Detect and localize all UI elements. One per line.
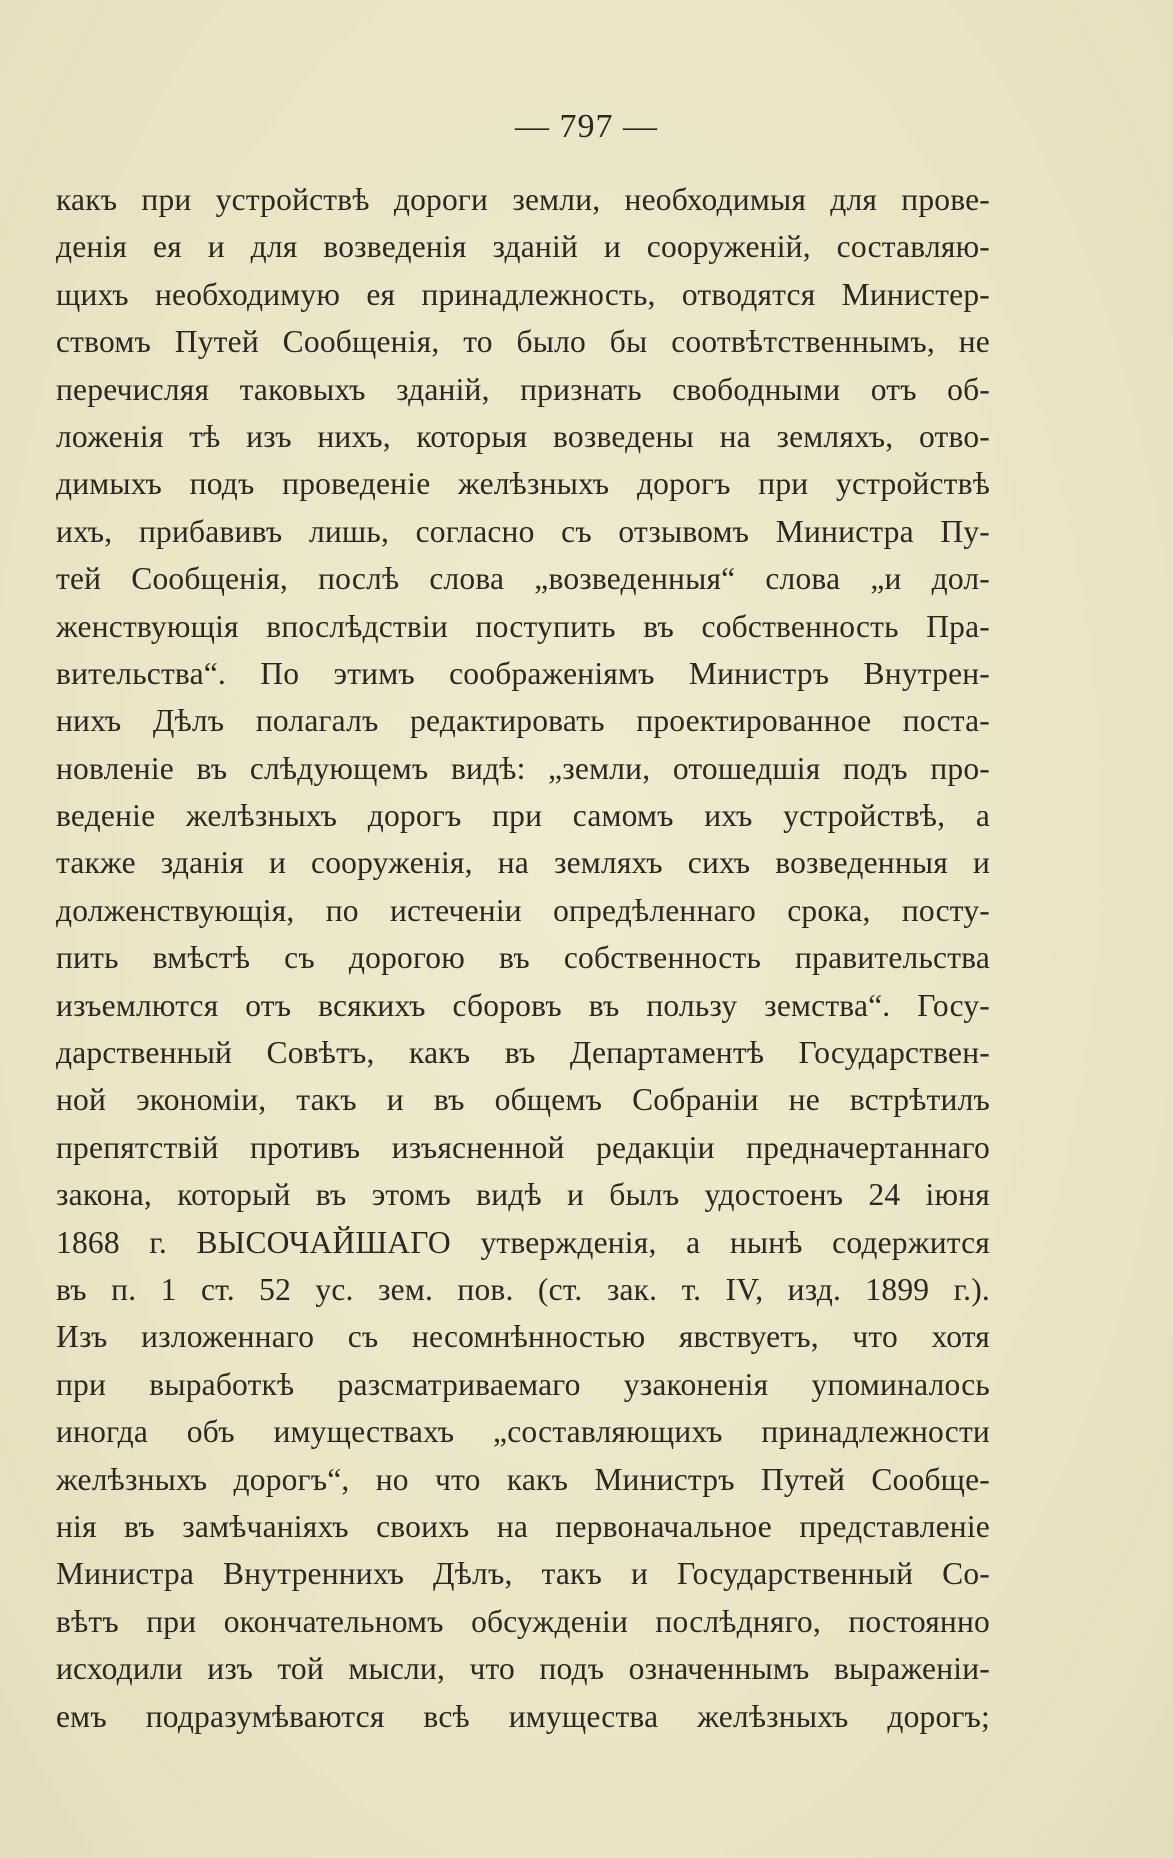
text-line: изъемлются отъ всякихъ сборовъ въ пользу земства“. Госу-	[56, 987, 990, 1023]
text-line: при выработкѣ разсматриваемаго узаконенія упоминалось	[56, 1366, 990, 1402]
text-line: денія ея и для возведенія зданій и сооруженій, составляю-	[56, 229, 990, 265]
text-line: препятствій противъ изъясненной редакціи предначертаннаго	[56, 1129, 990, 1165]
text-line: дарственный Совѣтъ, какъ въ Департаментѣ Государствен-	[56, 1035, 990, 1071]
text-line: димыхъ подъ проведеніе желѣзныхъ дорогъ при устройствѣ	[56, 466, 990, 502]
text-line: новленіе въ слѣдующемъ видѣ: „земли, отошедшія подъ про-	[56, 750, 990, 786]
text-line: ихъ, прибавивъ лишь, согласно съ отзывомъ Министра Пу-	[56, 513, 990, 549]
text-line: Министра Внутреннихъ Дѣлъ, такъ и Государственный Со-	[56, 1556, 990, 1592]
text-line: 1868 г. ВЫСОЧАЙШАГО утвержденія, а нынѣ содержится	[56, 1224, 990, 1260]
text-line: въ п. 1 ст. 52 ус. зем. пов. (ст. зак. т. IV, изд. 1899 г.).	[56, 1271, 990, 1307]
text-line: вѣтъ при окончательномъ обсужденіи послѣдняго, постоянно	[56, 1603, 990, 1639]
text-line: тей Сообщенія, послѣ слова „возведенныя“ слова „и дол-	[56, 561, 990, 597]
text-line: желѣзныхъ дорогъ“, но что какъ Министръ Путей Сообще-	[56, 1461, 990, 1497]
text-line: нихъ Дѣлъ полагалъ редактировать проектированное поста-	[56, 703, 990, 739]
text-line: веденіе желѣзныхъ дорогъ при самомъ ихъ устройствѣ, а	[56, 798, 990, 834]
text-line: вительства“. По этимъ соображеніямъ Министръ Внутрен-	[56, 655, 990, 691]
text-line: исходили изъ той мысли, что подъ означеннымъ выраженіи-	[56, 1651, 990, 1687]
text-line: пить вмѣстѣ съ дорогою въ собственность правительства	[56, 940, 990, 976]
text-line: перечисляя таковыхъ зданій, признать свободными отъ об-	[56, 371, 990, 407]
text-line: Изъ изложеннаго съ несомнѣнностью явствуетъ, что хотя	[56, 1319, 990, 1355]
body-text	[56, 176, 990, 1740]
text-line: закона, который въ этомъ видѣ и былъ удостоенъ 24 іюня	[56, 1177, 990, 1213]
text-line: нія въ замѣчаніяхъ своихъ на первоначальное представленіе	[56, 1508, 990, 1544]
text-line: щихъ необходимую ея принадлежность, отводятся Министер-	[56, 276, 990, 312]
text-line: какъ при устройствѣ дороги земли, необходимыя для прове-	[56, 182, 990, 217]
text-line: долженствующія, по истеченіи опредѣленнаго срока, посту-	[56, 892, 990, 928]
text-line: женствующія впослѣдствіи поступить въ собственность Пра-	[56, 608, 990, 644]
text-line: иногда объ имуществахъ „составляющихъ принадлежности	[56, 1414, 990, 1450]
text-line: ной экономіи, такъ и въ общемъ Собраніи не встрѣтилъ	[56, 1082, 990, 1118]
page-number: — 797 —	[515, 108, 658, 145]
text-line: ложенія тѣ изъ нихъ, которыя возведены на земляхъ, отво-	[56, 418, 990, 454]
text-line: также зданія и сооруженія, на земляхъ сихъ возведенныя и	[56, 845, 990, 881]
text-line: емъ подразумѣваются всѣ имущества желѣзныхъ дорогъ;	[56, 1698, 990, 1734]
text-line: ствомъ Путей Сообщенія, то было бы соотвѣтственнымъ, не	[56, 324, 990, 360]
